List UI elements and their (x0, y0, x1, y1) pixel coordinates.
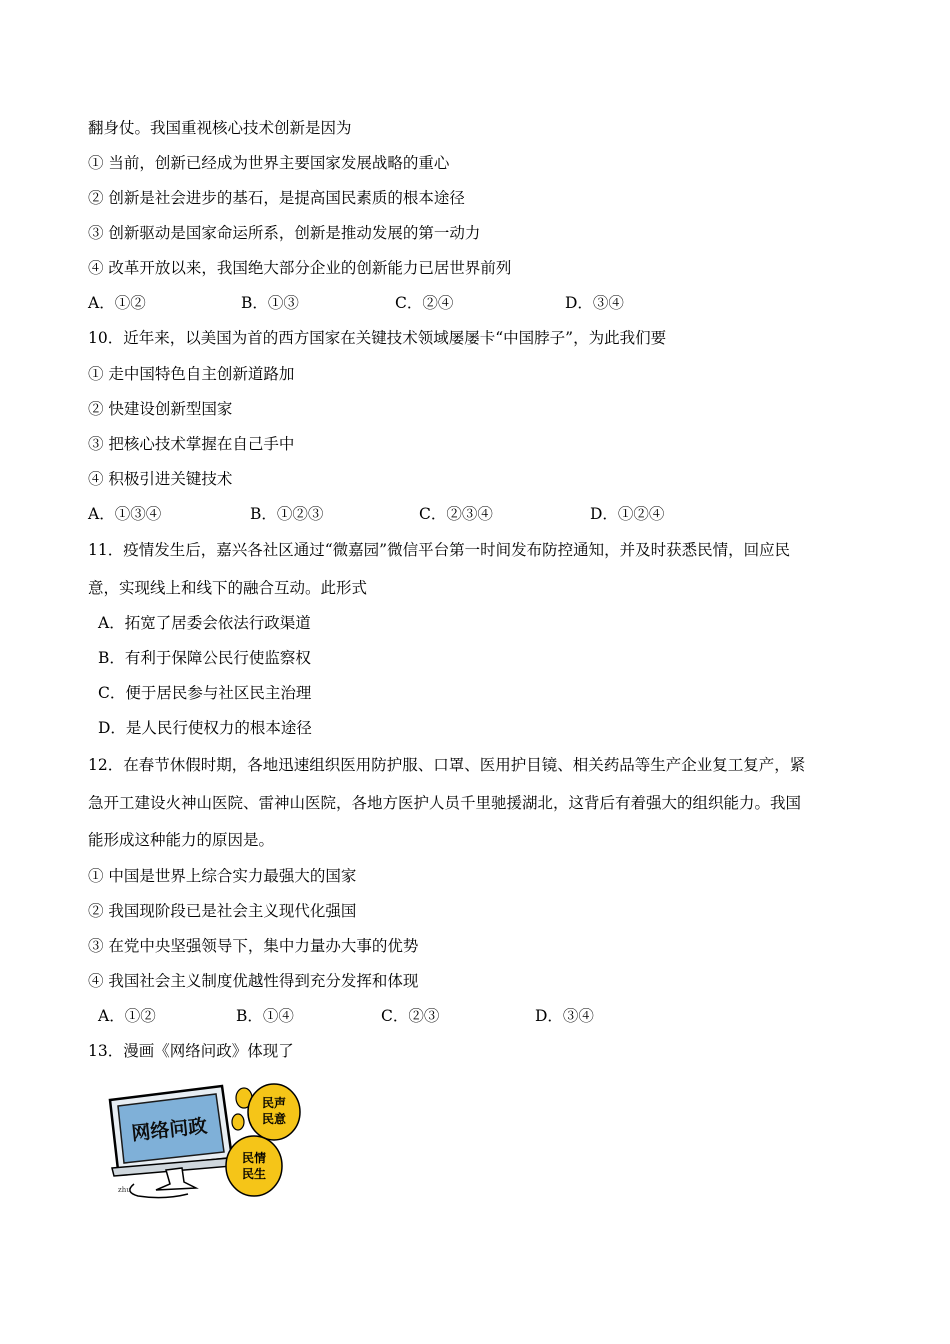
artist-signature: zhu (118, 1186, 131, 1194)
q9-item-1: ① 当前，创新已经成为世界主要国家发展战略的重心 (88, 154, 450, 172)
q9-option-d: D．③④ (565, 294, 624, 312)
q11-option-c: C．便于居民参与社区民主治理 (98, 684, 312, 702)
cartoon-screen-text: 网络问政 (130, 1115, 209, 1145)
bubble2-line1: 民情 (241, 1151, 267, 1165)
q9-stem: 翻身仗。我国重视核心技术创新是因为 (88, 119, 352, 137)
q11-option-b: B．有利于保障公民行使监察权 (98, 649, 311, 667)
q12-stem-line3: 能形成这种能力的原因是。 (88, 831, 275, 849)
q13-stem: 13．漫画《网络问政》体现了 (88, 1042, 294, 1060)
q12-stem-line1: 12．在春节休假时期，各地迅速组织医用防护服、口罩、医用护目镜、相关药品等生产企业复工复产，紧 (88, 756, 806, 774)
q12-option-c: C．②③ (381, 1007, 440, 1025)
q12-stem-line2: 急开工建设火神山医院、雷神山医院，各地方医护人员千里驰援湖北，这背后有着强大的组织能力。我国 (88, 794, 802, 812)
q12-item-2: ② 我国现阶段已是社会主义现代化强国 (88, 902, 357, 920)
q10-option-a: A．①③④ (88, 505, 162, 523)
q12-item-1: ① 中国是世界上综合实力最强大的国家 (88, 867, 357, 885)
q12-option-d: D．③④ (535, 1007, 594, 1025)
q9-item-4: ④ 改革开放以来，我国绝大部分企业的创新能力已居世界前列 (88, 259, 512, 277)
network-governance-cartoon (104, 1080, 302, 1202)
q11-option-d: D．是人民行使权力的根本途径 (98, 719, 312, 737)
bubble2-line2: 民生 (241, 1167, 267, 1181)
q11-stem-line1: 11．疫情发生后，嘉兴各社区通过“微嘉园”微信平台第一时间发布防控通知，并及时获悉民情，回应民 (88, 541, 791, 559)
small-bubble (232, 1114, 244, 1130)
q11-option-a: A．拓宽了居委会依法行政渠道 (98, 614, 311, 632)
q10-item-4: ④ 积极引进关键技术 (88, 470, 233, 488)
q10-option-d: D．①②④ (590, 505, 665, 523)
q10-item-3: ③ 把核心技术掌握在自己手中 (88, 435, 295, 453)
q12-option-a: A．①② (98, 1007, 156, 1025)
q12-item-4: ④ 我国社会主义制度优越性得到充分发挥和体现 (88, 972, 419, 990)
q9-item-3: ③ 创新驱动是国家命运所系，创新是推动发展的第一动力 (88, 224, 481, 242)
bubble1-line2: 民意 (261, 1112, 287, 1126)
q10-option-c: C．②③④ (419, 505, 493, 523)
q9-option-a: A．①② (88, 294, 146, 312)
q12-option-b: B．①④ (236, 1007, 294, 1025)
q11-stem-line2: 意，实现线上和线下的融合互动。此形式 (88, 579, 368, 597)
bubble1-line1: 民声 (261, 1096, 287, 1110)
q10-item-2: ② 快建设创新型国家 (88, 400, 233, 418)
q10-item-1: ① 走中国特色自主创新道路加 (88, 365, 295, 383)
speech-bubble-livelihood (226, 1136, 282, 1196)
monitor-illustration (110, 1086, 232, 1198)
q9-option-b: B．①③ (241, 294, 299, 312)
q10-stem: 10．近年来，以美国为首的西方国家在关键技术领域屡屡卡“中国脖子”，为此我们要 (88, 329, 667, 347)
speech-bubble-voice (248, 1084, 300, 1140)
q12-item-3: ③ 在党中央坚强领导下，集中力量办大事的优势 (88, 937, 419, 955)
q9-option-c: C．②④ (395, 294, 454, 312)
q9-item-2: ② 创新是社会进步的基石，是提高国民素质的根本途径 (88, 189, 465, 207)
q10-option-b: B．①②③ (250, 505, 324, 523)
